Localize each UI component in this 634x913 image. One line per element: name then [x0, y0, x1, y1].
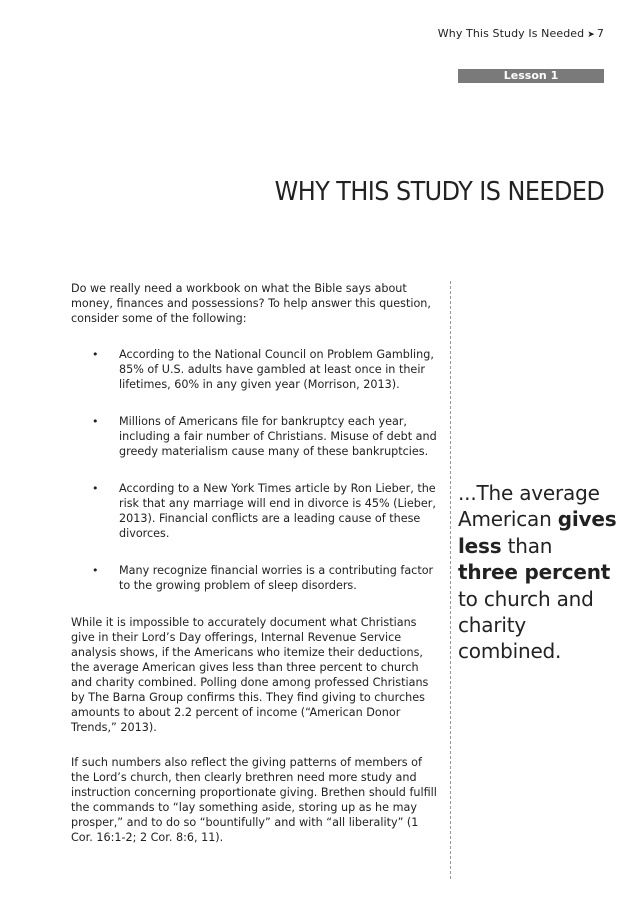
list-item: [71, 414, 443, 459]
arrow-icon: ➤: [587, 30, 595, 40]
body-paragraph-3: If such numbers also reflect the giving patterns of members of the Lord’s church, then clearly brethren need more study and instruction concerning proportionate giving. Brethen should fulfill the commands to “lay something aside, storing up as he may prosper,” and to do so “bountifully” and with “all liberality” (1 Cor. 16:1-2; 2 Cor. 8:6, 11).: [71, 756, 437, 844]
bullet-text: Many recognize financial worries is a contributing factor to the growing problem of sleep disorders.: [119, 564, 434, 592]
pull-quote-text: to church and charity combined.: [458, 586, 594, 664]
running-head-title: Why This Study Is Needed: [437, 27, 585, 40]
column-divider: [450, 281, 451, 879]
pull-quote-text: ...The average American: [458, 481, 600, 532]
page-title: WHY THIS STUDY IS NEEDED: [274, 177, 604, 208]
list-item: [71, 563, 443, 593]
list-item: [71, 481, 443, 541]
body-paragraph-2: While it is impossible to accurately document what Christians give in their Lord’s Day offerings, Internal Revenue Service analysis shows, if the Americans who itemize their deductions, the average American gives less than three percent to church and charity combined. Polling done among professed Christians by The Barna Group confirms this. They find giving to churches amounts to about 2.2 percent of income (“American Donor Trends,” 2013).: [71, 616, 429, 734]
bullet-icon: •: [92, 564, 99, 577]
main-column: [71, 281, 443, 845]
bullet-icon: •: [92, 348, 99, 361]
bullet-text: According to the National Council on Problem Gambling, 85% of U.S. adults have gambled at least once in their lifetimes, 60% in any given year (Morrison, 2013).: [119, 348, 434, 391]
running-head: [438, 27, 604, 40]
bullet-text: According to a New York Times article by Ron Lieber, the risk that any marriage will end in divorce is 45% (Lieber, 2013). Financial conflicts are a leading cause of these divorces.: [119, 482, 436, 540]
pull-quote-emphasis: gives less: [458, 507, 617, 558]
page-number: 7: [596, 27, 604, 40]
list-item: [71, 347, 443, 392]
pull-quote-text: than: [501, 533, 553, 558]
pull-quote-emphasis: three percent: [458, 560, 611, 585]
bullet-text: Millions of Americans file for bankruptcy each year, including a fair number of Christians. Misuse of debt and greedy materialism cause many of these bankruptcies.: [119, 415, 437, 458]
bullet-list: [71, 347, 443, 593]
pull-quote: [458, 480, 618, 665]
lesson-label: Lesson 1: [458, 69, 604, 83]
bullet-icon: •: [92, 482, 99, 495]
bullet-icon: •: [92, 415, 99, 428]
intro-paragraph: Do we really need a workbook on what the Bible says about money, finances and possessions? To help answer this question, consider some of the following:: [71, 282, 431, 325]
